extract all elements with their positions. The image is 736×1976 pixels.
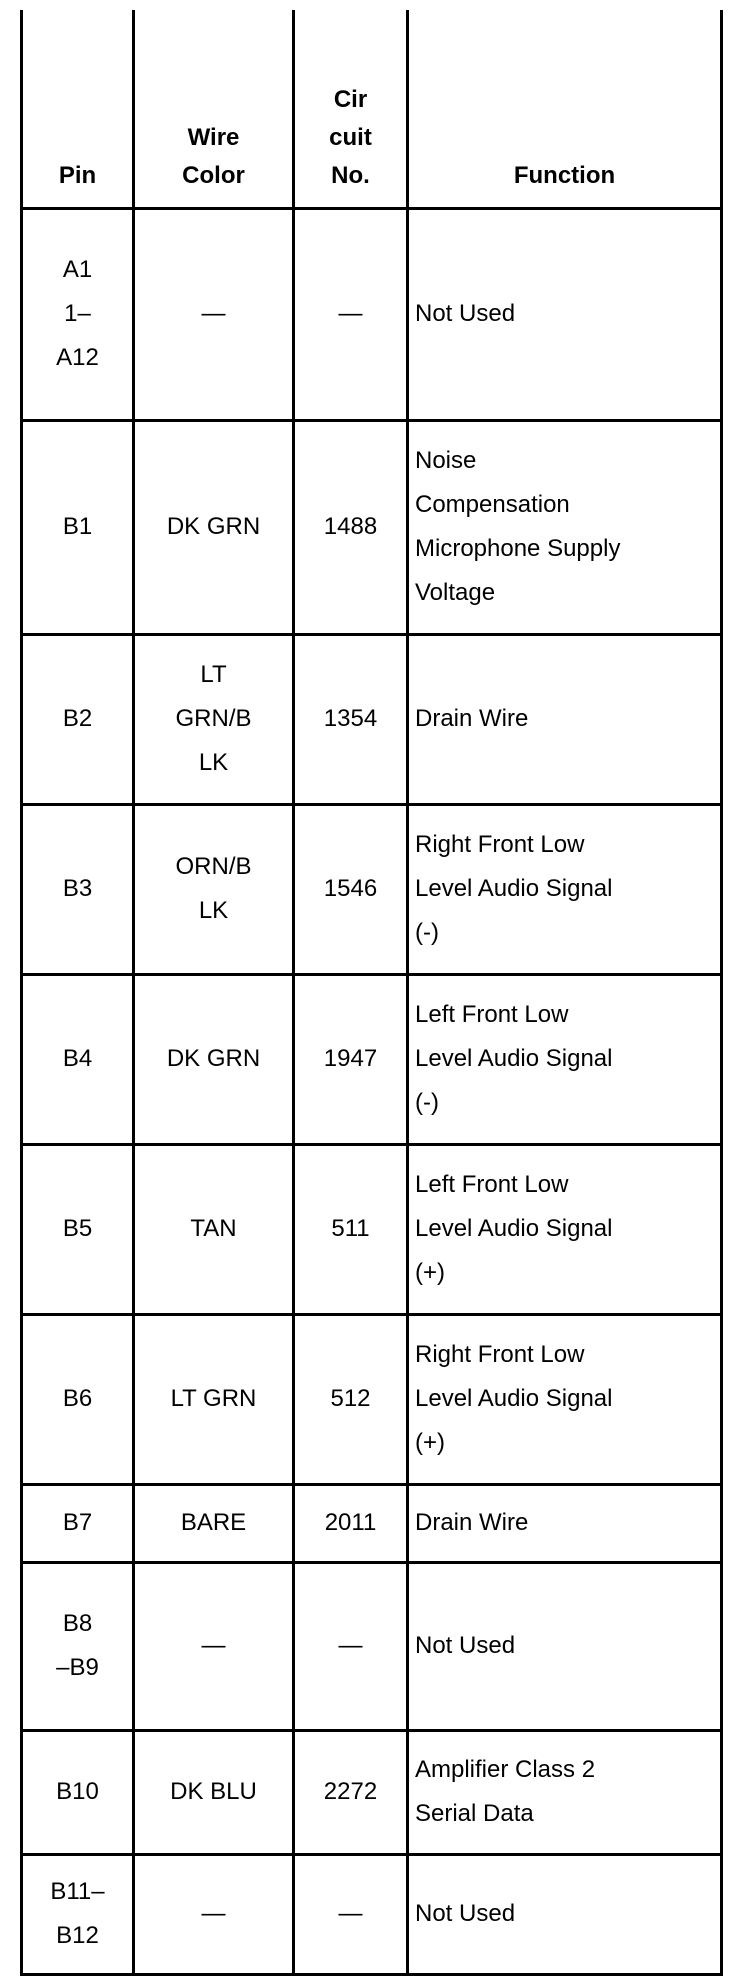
header-circuit-line: cuit xyxy=(329,123,372,151)
function-cell-line: Not Used xyxy=(415,300,516,327)
pin-cell-line: B11– xyxy=(50,1878,105,1905)
pin-cell-line: –B9 xyxy=(56,1654,99,1681)
wire-color-cell-line: LT xyxy=(200,661,227,688)
wire-color-cell xyxy=(134,1854,294,1974)
pin-cell-line: B12 xyxy=(56,1922,99,1949)
function-cell-line: Not Used xyxy=(415,1900,516,1927)
wire-color-cell-line: DK BLU xyxy=(170,1778,257,1805)
header-wire-color-line: Color xyxy=(182,161,245,189)
function-cell xyxy=(408,1730,722,1854)
table-row xyxy=(22,1730,722,1854)
wire-color-cell-line: DK GRN xyxy=(166,1045,261,1072)
connector-pinout-table xyxy=(20,10,723,1976)
function-cell-line: Serial Data xyxy=(415,1800,534,1827)
function-cell-line: Not Used xyxy=(415,1632,516,1659)
pin-cell xyxy=(22,208,134,420)
function-cell xyxy=(408,1314,722,1484)
wire-color-cell-line: DK GRN xyxy=(166,513,261,540)
header-function: Function xyxy=(408,10,722,208)
pin-cell xyxy=(22,1562,134,1730)
circuit-cell: 511 xyxy=(294,1144,408,1314)
circuit-cell: 512 xyxy=(294,1314,408,1484)
header-wire-color xyxy=(134,10,294,208)
function-cell xyxy=(408,1484,722,1562)
function-cell xyxy=(408,1144,722,1314)
pin-cell-line: B4 xyxy=(62,1045,93,1072)
circuit-cell: 1488 xyxy=(294,420,408,634)
table-row xyxy=(22,1854,722,1974)
function-cell-line: Left Front Low xyxy=(415,1001,569,1028)
function-cell-line: Level Audio Signal xyxy=(415,875,613,902)
pin-cell-line: B1 xyxy=(62,513,93,540)
table-row xyxy=(22,634,722,804)
function-cell xyxy=(408,1854,722,1974)
function-cell xyxy=(408,208,722,420)
pin-cell xyxy=(22,1314,134,1484)
function-cell xyxy=(408,634,722,804)
function-cell-line: Microphone Supply xyxy=(415,535,621,562)
circuit-cell: — xyxy=(294,1562,408,1730)
pin-cell-line: 1– xyxy=(64,300,91,327)
pin-cell xyxy=(22,634,134,804)
wire-color-cell-line: LK xyxy=(198,749,229,776)
function-cell-line: Compensation xyxy=(415,491,570,518)
pin-cell xyxy=(22,1730,134,1854)
pin-cell-line: A12 xyxy=(56,344,99,371)
function-cell-line: Right Front Low xyxy=(415,831,585,858)
function-cell-line: Amplifier Class 2 xyxy=(415,1756,596,1783)
table-row xyxy=(22,1144,722,1314)
table-row xyxy=(22,1562,722,1730)
header-circuit-line: No. xyxy=(331,161,370,189)
header-circuit-no xyxy=(294,10,408,208)
function-cell-line: Level Audio Signal xyxy=(415,1215,613,1242)
function-cell-line: Right Front Low xyxy=(415,1341,585,1368)
function-cell xyxy=(408,1562,722,1730)
table-row xyxy=(22,804,722,974)
wire-color-cell-line: ORN/B xyxy=(175,853,252,880)
table-row xyxy=(22,974,722,1144)
function-cell-line: (+) xyxy=(415,1429,445,1456)
function-cell xyxy=(408,420,722,634)
function-cell xyxy=(408,804,722,974)
wire-color-cell-line: — xyxy=(201,300,226,327)
pin-cell-line: B8 xyxy=(62,1610,93,1637)
circuit-cell: — xyxy=(294,1854,408,1974)
header-row xyxy=(22,10,722,208)
function-cell-line: Left Front Low xyxy=(415,1171,569,1198)
circuit-cell: 1546 xyxy=(294,804,408,974)
pin-cell-line: B2 xyxy=(62,705,93,732)
wire-color-cell-line: LK xyxy=(198,897,229,924)
function-cell-line: (-) xyxy=(415,919,439,946)
table-row xyxy=(22,1314,722,1484)
function-cell-line: Level Audio Signal xyxy=(415,1385,613,1412)
wire-color-cell xyxy=(134,634,294,804)
pin-cell-line: B6 xyxy=(62,1385,93,1412)
wire-color-cell xyxy=(134,1562,294,1730)
function-cell-line: Level Audio Signal xyxy=(415,1045,613,1072)
pin-cell-line: B10 xyxy=(56,1778,99,1805)
wire-color-cell xyxy=(134,1144,294,1314)
header-pin: Pin xyxy=(22,10,134,208)
table-row xyxy=(22,1484,722,1562)
pin-cell-line: B5 xyxy=(62,1215,93,1242)
wire-color-cell-line: GRN/B xyxy=(175,705,252,732)
function-cell-line: Drain Wire xyxy=(415,705,529,732)
function-cell-line: (+) xyxy=(415,1259,445,1286)
pin-cell xyxy=(22,974,134,1144)
wire-color-cell xyxy=(134,804,294,974)
function-cell-line: Noise xyxy=(415,447,477,474)
circuit-cell: 1354 xyxy=(294,634,408,804)
connector-table-frame xyxy=(20,10,720,1949)
wire-color-cell-line: — xyxy=(201,1632,226,1659)
pin-cell-line: B3 xyxy=(62,875,93,902)
table-body xyxy=(22,208,722,1974)
pin-cell xyxy=(22,1484,134,1562)
circuit-cell: 2011 xyxy=(294,1484,408,1562)
wire-color-cell-line: LT GRN xyxy=(170,1385,257,1412)
wire-color-cell xyxy=(134,420,294,634)
function-cell-line: (-) xyxy=(415,1089,439,1116)
pin-cell-line: A1 xyxy=(62,256,93,283)
wire-color-cell xyxy=(134,1484,294,1562)
table-row xyxy=(22,208,722,420)
wire-color-cell xyxy=(134,1730,294,1854)
wire-color-cell-line: BARE xyxy=(180,1509,247,1536)
pin-cell xyxy=(22,1144,134,1314)
pin-cell xyxy=(22,1854,134,1974)
circuit-cell: — xyxy=(294,208,408,420)
function-cell-line: Voltage xyxy=(415,579,496,606)
header-wire-color-line: Wire xyxy=(187,123,240,151)
wire-color-cell-line: — xyxy=(201,1900,226,1927)
wire-color-cell xyxy=(134,974,294,1144)
wire-color-cell xyxy=(134,1314,294,1484)
wire-color-cell xyxy=(134,208,294,420)
pin-cell xyxy=(22,420,134,634)
pin-cell xyxy=(22,804,134,974)
table-row xyxy=(22,420,722,634)
circuit-cell: 1947 xyxy=(294,974,408,1144)
header-circuit-line: Cir xyxy=(333,85,368,113)
function-cell xyxy=(408,974,722,1144)
circuit-cell: 2272 xyxy=(294,1730,408,1854)
wire-color-cell-line: TAN xyxy=(190,1215,237,1242)
pin-cell-line: B7 xyxy=(62,1509,93,1536)
function-cell-line: Drain Wire xyxy=(415,1509,529,1536)
